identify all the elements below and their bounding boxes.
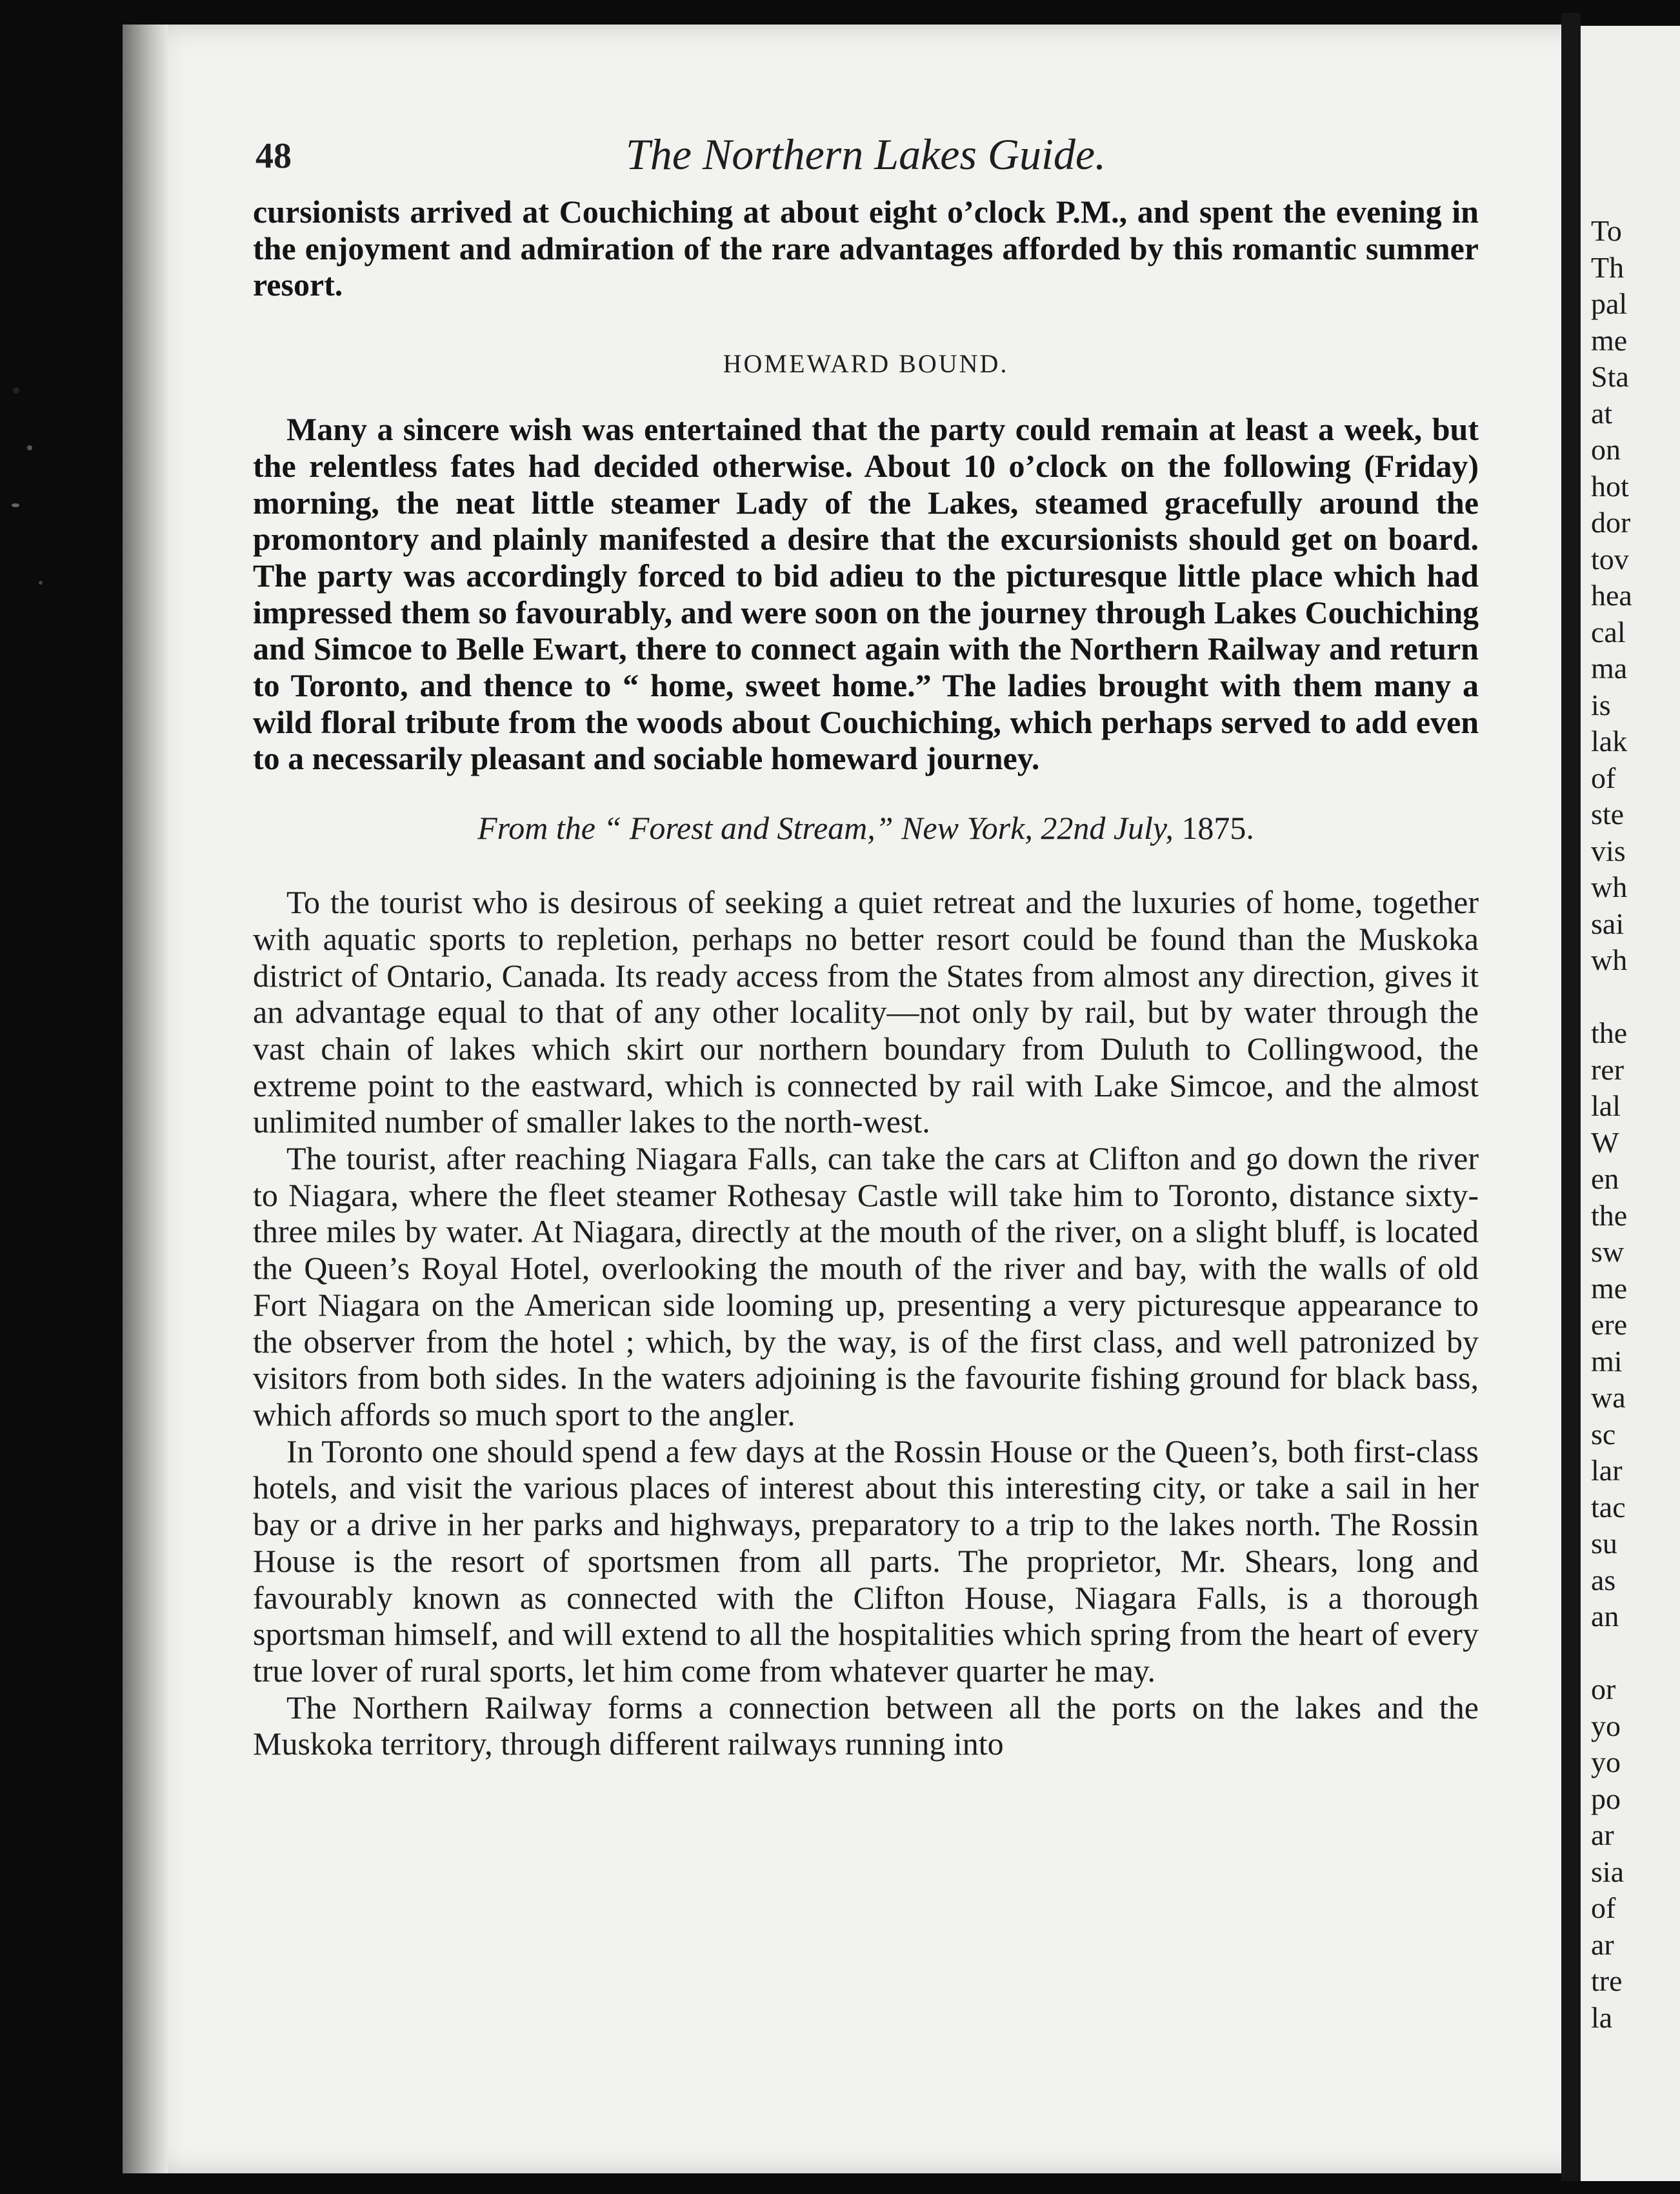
facing-page-line: ar <box>1591 1818 1614 1851</box>
source-citation-text: From the “ Forest and Stream,” New York, 22nd July, <box>477 810 1182 847</box>
facing-page-line: su <box>1591 1527 1617 1560</box>
source-citation-year: 1875. <box>1181 810 1254 847</box>
facing-page-line <box>1581 979 1680 1016</box>
facing-page-line: the <box>1591 1016 1628 1049</box>
facing-page-line: tov <box>1591 542 1629 576</box>
opening-paragraph: cursionists arrived at Couchiching at about eight o’clock P.M., and spent the evening in the enjoyment and admiration of the rare advantages afforded by this romantic summer resort. <box>253 194 1479 303</box>
facing-page-line: sia <box>1591 1855 1625 1888</box>
facing-page-line: or <box>1591 1673 1616 1706</box>
facing-page-line <box>1581 1635 1680 1672</box>
facing-page-line: W <box>1591 1125 1619 1159</box>
facing-page-line: rer <box>1591 1052 1625 1086</box>
facing-page-line: of <box>1591 1891 1616 1924</box>
facing-page-line: la <box>1591 2000 1613 2034</box>
facing-page-line: vis <box>1591 834 1626 867</box>
facing-page-line: wa <box>1591 1381 1626 1414</box>
facing-page-line: of <box>1591 761 1616 794</box>
facing-page-line: To <box>1591 214 1622 247</box>
facing-page-line: wh <box>1591 943 1628 976</box>
facing-page-line: an <box>1591 1600 1619 1633</box>
facing-page-line: ar <box>1591 1927 1614 1961</box>
facing-page-line: hot <box>1591 469 1629 503</box>
facing-page-line: tre <box>1591 1964 1623 1997</box>
facing-page-line: sai <box>1591 907 1625 940</box>
facing-page-line: as <box>1591 1563 1616 1596</box>
running-head <box>253 116 1479 194</box>
source-citation <box>253 809 1479 847</box>
facing-page-line: lak <box>1591 725 1628 758</box>
facing-page-text <box>1581 26 1680 2036</box>
facing-page-line: en <box>1591 1162 1619 1195</box>
body-paragraph-railway: The Northern Railway forms a connection between all the ports on the lakes and the Muskoka territory, through different railways running into <box>253 1689 1479 1762</box>
facing-page-line: cal <box>1591 615 1626 649</box>
facing-page-line: sw <box>1591 1235 1625 1268</box>
facing-page-line: lar <box>1591 1454 1623 1487</box>
facing-page-line: lal <box>1591 1089 1621 1122</box>
facing-page-line: Th <box>1591 250 1625 284</box>
scan-edge-marks <box>0 0 123 2194</box>
running-title: The Northern Lakes Guide. <box>625 130 1106 179</box>
page-binding-edge <box>123 25 168 2173</box>
body-paragraph-niagara: The tourist, after reaching Niagara Falls, can take the cars at Clifton and go down the river to Niagara, where the fleet steamer Rothesay Castle will take him to Toronto, distance sixty-three miles by water. At Niagara, directly at the mouth of the river, on a slight bluff, is located the Queen’s Royal Hotel, overlooking the mouth of the river and bay, with the walls of old Fort Niagara on the American side looming up, presenting a very picturesque appearance to the observer from the hotel ; which, by the way, is of the first class, and well patronized by visitors from both sides. In the waters adjoining is the favourite fishing ground for black bass, which affords so much sport to the angler. <box>253 1140 1479 1433</box>
facing-page-line: ma <box>1591 652 1628 685</box>
facing-page-line: tac <box>1591 1490 1626 1524</box>
section-heading: HOMEWARD BOUND. <box>723 349 1009 379</box>
homeward-paragraph: Many a sincere wish was entertained that the party could remain at least a week, but the relentless fates had decided otherwise. About 10 o’clock on the following (Friday) morning, the neat little steamer Lady of the Lakes, steamed gracefully around the promontory and plainly manifested a desire that the excursionists should get on board. The party was accordingly forced to bid adieu to the picturesque little place which had impressed them so favourably, and were soon on the journey through Lakes Couchiching and Simcoe to Belle Ewart, there to connect again with the Northern Railway and return to Toronto, and thence to “ home, sweet home.” The ladies brought with them many a wild floral tribute from the woods about Couchiching, which perhaps served to add even to a necessarily pleasant and sociable homeward journey. <box>253 411 1479 777</box>
facing-page-line: dor <box>1591 506 1631 539</box>
facing-page-line: ere <box>1591 1308 1628 1341</box>
facing-page-line: at <box>1591 396 1613 430</box>
facing-page-line: the <box>1591 1198 1628 1232</box>
facing-page-line: me <box>1591 323 1628 357</box>
facing-page-line: sc <box>1591 1417 1616 1451</box>
facing-page-line: yo <box>1591 1709 1621 1742</box>
book-gutter <box>1561 13 1581 2181</box>
body-paragraph-tourist: To the tourist who is desirous of seeking a quiet retreat and the luxuries of home, together with aquatic sports to repletion, perhaps no better resort could be found than the Muskoka district of Ontario, Canada. Its ready access from the States from almost any direction, gives it an advantage equal to that of any other locality—not only by rail, but by water through the vast chain of lakes which skirt our northern boundary from Duluth to Collingwood, the extreme point to the eastward, which is connected by rail with Lake Simcoe, and the almost unlimited number of smaller lakes to the north-west. <box>253 884 1479 1140</box>
body-paragraph-toronto: In Toronto one should spend a few days at the Rossin House or the Queen’s, both first-class hotels, and visit the various places of interest about this interesting city, or take a sail in her bay or a drive in her parks and highways, preparatory to a trip to the lakes north. The Rossin House is the resort of sportsmen from all parts. The proprietor, Mr. Shears, long and favourably known as connected with the Clifton House, Niagara Falls, is a thorough sportsman himself, and will extend to all the hospitalities which spring from the heart of every true lover of rural sports, let him come from whatever quarter he may. <box>253 1433 1479 1689</box>
facing-page-line: pal <box>1591 287 1628 320</box>
facing-page-line: on <box>1591 433 1621 466</box>
page-content <box>253 116 1479 1762</box>
facing-page-line: hea <box>1591 579 1632 612</box>
facing-page-line: wh <box>1591 871 1628 903</box>
facing-page-line: ste <box>1591 798 1625 830</box>
page-number: 48 <box>255 136 292 176</box>
facing-page-line: po <box>1591 1782 1621 1815</box>
facing-page <box>1581 26 1680 2181</box>
facing-page-line: mi <box>1591 1344 1623 1378</box>
facing-page-line: Sta <box>1591 360 1629 393</box>
facing-page-line: yo <box>1591 1746 1621 1778</box>
facing-page-line: me <box>1591 1271 1628 1305</box>
facing-page-line: is <box>1591 688 1611 721</box>
